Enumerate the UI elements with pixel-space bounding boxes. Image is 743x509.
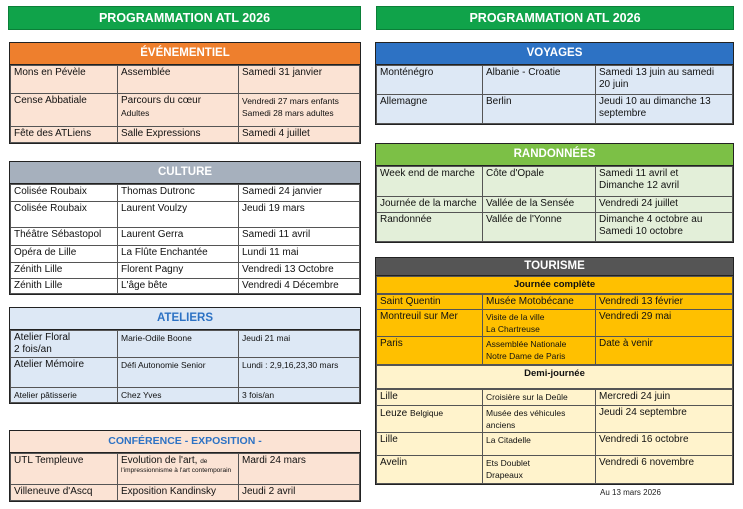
cell-artiste: L'âge bête <box>118 279 239 294</box>
cell-artiste: Laurent Voulzy <box>118 202 239 228</box>
cell-lieu: Zénith Lille <box>11 279 118 294</box>
cell-lieu: Zénith Lille <box>11 263 118 279</box>
tourisme-section <box>375 257 734 485</box>
cell-lieu: Villeneuve d'Ascq <box>11 485 118 501</box>
ateliers-table <box>10 330 360 403</box>
cell-date: Date à venir <box>596 337 733 365</box>
cell-date: Vendredi 24 juillet <box>596 197 733 213</box>
table-row <box>11 228 360 246</box>
cell-visite: Musée Motobécane <box>483 295 596 310</box>
cell-artiste: Florent Pagny <box>118 263 239 279</box>
table-row <box>377 337 733 365</box>
cell-date: Samedi 4 juillet <box>239 127 360 143</box>
tourisme-demi-table <box>376 389 733 484</box>
cell-visite-line1: Musée des véhicules <box>486 408 566 418</box>
table-row <box>377 197 733 213</box>
evenementiel-table <box>10 65 360 143</box>
table-row <box>11 202 360 228</box>
cell-visite-line2: La Chartreuse <box>486 324 540 334</box>
cell-ville-pays: Belgique <box>410 408 444 418</box>
cell-visite <box>483 406 596 433</box>
cell-date: Vendredi 4 Décembre <box>239 279 360 294</box>
cell-date: Mardi 24 mars <box>239 454 360 485</box>
cell-animateur: Chez Yves <box>118 388 239 403</box>
cell-lieu: Vallée de la Sensée <box>483 197 596 213</box>
cell-date-line1: Dimanche 4 octobre au <box>599 214 703 225</box>
table-row <box>377 213 733 242</box>
conference-title: CONFÉRENCE - EXPOSITION - <box>10 431 360 453</box>
cell-lieu: Cense Abbatiale <box>11 94 118 127</box>
table-row <box>11 454 360 485</box>
cell-date: Samedi 24 janvier <box>239 185 360 202</box>
cell-type: Randonnée <box>377 213 483 242</box>
table-row <box>377 390 733 406</box>
table-row <box>11 485 360 501</box>
table-row <box>11 94 360 127</box>
cell-theme-sub: l'impressionnisme à l'art contemporain <box>121 467 232 474</box>
cell-animateur: Défi Autonomie Senior <box>118 358 239 388</box>
cell-date: Vendredi 16 octobre <box>596 433 733 456</box>
cell-visite-line2: Notre Dame de Paris <box>486 351 566 361</box>
cell-date: Mercredi 24 juin <box>596 390 733 406</box>
footer-date: Au 13 mars 2026 <box>600 488 661 497</box>
table-row <box>11 388 360 403</box>
cell-ville: Paris <box>377 337 483 365</box>
cell-date: Samedi 31 janvier <box>239 66 360 94</box>
cell-date-line2: septembre <box>599 108 647 119</box>
table-row <box>377 406 733 433</box>
cell-atelier <box>11 331 118 358</box>
cell-lieu: Opéra de Lille <box>11 246 118 263</box>
conference-section <box>9 430 361 502</box>
table-row <box>377 66 733 95</box>
cell-date-line2: Dimanche 12 avril <box>599 180 680 191</box>
cell-animateur: Marie-Odile Boone <box>118 331 239 358</box>
cell-visite <box>483 337 596 365</box>
voyages-section <box>375 42 734 125</box>
table-row <box>377 456 733 484</box>
voyages-title: VOYAGES <box>376 43 733 65</box>
cell-date: Jeudi 21 mai <box>239 331 360 358</box>
cell-date: Jeudi 24 septembre <box>596 406 733 433</box>
left-banner-title: PROGRAMMATION ATL 2026 <box>98 11 271 25</box>
tourisme-journee-table <box>376 294 733 365</box>
cell-type: Week end de marche <box>377 167 483 197</box>
cell-date-line1: Jeudi 10 au dimanche 13 <box>599 96 711 107</box>
left-banner <box>8 6 361 30</box>
table-row <box>11 246 360 263</box>
culture-table <box>10 184 360 294</box>
ateliers-title: ATELIERS <box>10 308 360 330</box>
cell-activite-main: Parcours du cœur <box>121 95 202 106</box>
cell-date: Vendredi 6 novembre <box>596 456 733 484</box>
table-row <box>11 185 360 202</box>
cell-theme: Exposition Kandinsky <box>118 485 239 501</box>
table-row <box>11 263 360 279</box>
cell-lieu: Fête des ATLiens <box>11 127 118 143</box>
cell-activite-sub: Adultes <box>121 108 150 118</box>
cell-date-line1: Samedi 11 avril et <box>599 168 679 179</box>
cell-date: Jeudi 2 avril <box>239 485 360 501</box>
cell-destination: Berlin <box>483 95 596 124</box>
table-row <box>377 295 733 310</box>
randonnees-section <box>375 143 734 243</box>
cell-lieu: Mons en Pévèle <box>11 66 118 94</box>
cell-artiste: Thomas Dutronc <box>118 185 239 202</box>
table-row <box>377 310 733 337</box>
cell-date: Vendredi 13 Octobre <box>239 263 360 279</box>
cell-atelier: Atelier pâtisserie <box>11 388 118 403</box>
right-banner <box>376 6 734 30</box>
evenementiel-section <box>9 42 361 144</box>
cell-artiste: La Flûte Enchantée <box>118 246 239 263</box>
cell-lieu: Colisée Roubaix <box>11 202 118 228</box>
cell-date: Lundi : 2,9,16,23,30 mars <box>239 358 360 388</box>
right-banner-title: PROGRAMMATION ATL 2026 <box>469 11 641 25</box>
ateliers-section <box>9 307 361 404</box>
cell-theme-main: Evolution de l'art, <box>121 455 198 466</box>
cell-lieu: UTL Templeuve <box>11 454 118 485</box>
cell-destination: Albanie - Croatie <box>483 66 596 95</box>
cell-pays: Monténégro <box>377 66 483 95</box>
voyages-table <box>376 65 733 124</box>
table-row <box>377 167 733 197</box>
cell-visite <box>483 456 596 484</box>
cell-ville: Montreuil sur Mer <box>377 310 483 337</box>
cell-date-line2: Samedi 28 mars adultes <box>242 108 334 118</box>
cell-date: Vendredi 13 février <box>596 295 733 310</box>
cell-pays: Allemagne <box>377 95 483 124</box>
cell-atelier: Atelier Mémoire <box>11 358 118 388</box>
cell-date: Jeudi 19 mars <box>239 202 360 228</box>
cell-date: Vendredi 29 mai <box>596 310 733 337</box>
randonnees-table <box>376 166 733 242</box>
cell-date <box>596 213 733 242</box>
table-row <box>377 433 733 456</box>
cell-atelier-sub: 2 fois/an <box>14 344 52 355</box>
cell-visite-line2: Drapeaux <box>486 470 523 480</box>
evenementiel-title: ÉVÉNEMENTIEL <box>10 43 360 65</box>
cell-visite: Croisière sur la Deûle <box>483 390 596 406</box>
table-row <box>11 66 360 94</box>
cell-visite-line1: Visite de la ville <box>486 312 545 322</box>
cell-lieu: Théâtre Sébastopol <box>11 228 118 246</box>
cell-theme-de: de <box>200 458 208 465</box>
cell-visite <box>483 310 596 337</box>
cell-ville: Avelin <box>377 456 483 484</box>
randonnees-title: RANDONNÉES <box>376 144 733 166</box>
cell-type: Journée de la marche <box>377 197 483 213</box>
table-row <box>11 331 360 358</box>
cell-atelier-main: Atelier Floral <box>14 332 71 343</box>
cell-date-line2: 20 juin <box>599 79 629 90</box>
table-row <box>11 279 360 294</box>
cell-visite-line1: Ets Doublet <box>486 458 530 468</box>
cell-ville: Lille <box>377 433 483 456</box>
cell-ville <box>377 406 483 433</box>
cell-date-line2: Samedi 10 octobre <box>599 226 683 237</box>
tourisme-title: TOURISME <box>376 258 733 276</box>
cell-date: 3 fois/an <box>239 388 360 403</box>
cell-date <box>596 95 733 124</box>
conference-table <box>10 453 360 501</box>
cell-activite: Assemblée <box>118 66 239 94</box>
table-row <box>11 358 360 388</box>
cell-ville-main: Leuze <box>380 408 408 419</box>
cell-activite: Salle Expressions <box>118 127 239 143</box>
cell-ville: Saint Quentin <box>377 295 483 310</box>
cell-date-line1: Vendredi 27 mars enfants <box>242 96 339 106</box>
cell-lieu: Côte d'Opale <box>483 167 596 197</box>
table-row <box>377 95 733 124</box>
culture-section <box>9 161 361 295</box>
cell-date: Samedi 11 avril <box>239 228 360 246</box>
cell-ville: Lille <box>377 390 483 406</box>
table-row <box>11 127 360 143</box>
tourisme-sub-demi: Demi-journée <box>376 365 733 389</box>
cell-date <box>239 94 360 127</box>
cell-visite: La Citadelle <box>483 433 596 456</box>
culture-title: CULTURE <box>10 162 360 184</box>
cell-visite-line2: anciens <box>486 420 516 430</box>
cell-date <box>596 66 733 95</box>
cell-activite <box>118 94 239 127</box>
cell-date <box>596 167 733 197</box>
cell-lieu: Colisée Roubaix <box>11 185 118 202</box>
cell-date-line1: Samedi 13 juin au samedi <box>599 67 715 78</box>
cell-visite-line1: Assemblée Nationale <box>486 339 567 349</box>
cell-date: Lundi 11 mai <box>239 246 360 263</box>
tourisme-sub-journee: Journée complète <box>376 276 733 294</box>
cell-lieu: Vallée de l'Yonne <box>483 213 596 242</box>
cell-artiste: Laurent Gerra <box>118 228 239 246</box>
cell-theme <box>118 454 239 485</box>
